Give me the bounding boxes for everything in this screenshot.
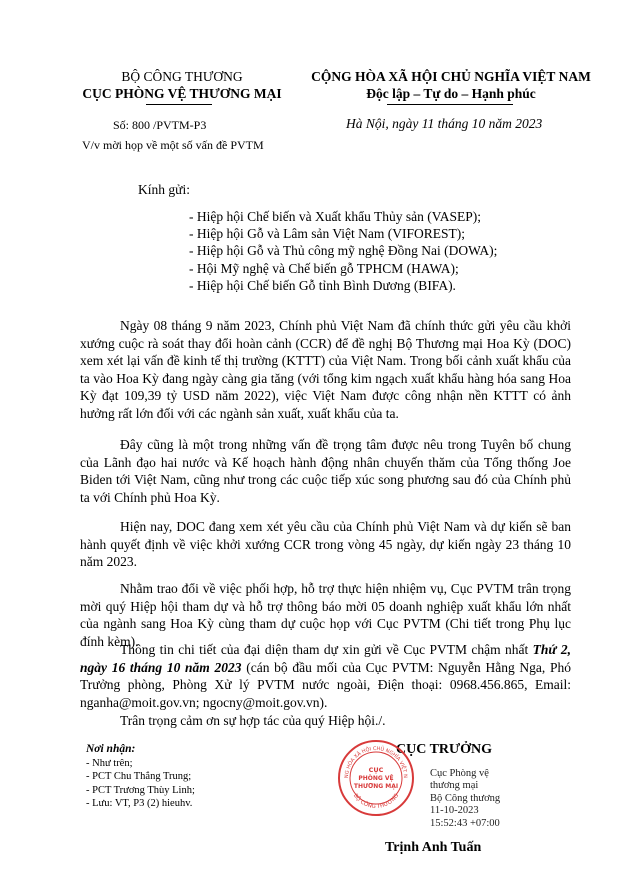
digital-signature-line: Cục Phòng vệ (430, 768, 489, 779)
paragraph-6: Trân trọng cảm ơn sự hợp tác của quý Hiệp hội./. (120, 713, 386, 728)
digital-signature-line: 11-10-2023 (430, 805, 479, 817)
stamp-center-line-2: PHÒNG VỆ (358, 775, 394, 782)
deadline-date: Thứ 2, ngày 16 tháng 10 năm 2023 (80, 642, 572, 675)
country-name: CỘNG HÒA XÃ HỘI CHỦ NGHĨA VIỆT NAM (311, 69, 591, 84)
recipients-footer (86, 743, 195, 811)
list-item: - Hiệp hội Chế biến và Xuất khẩu Thủy sản (VASEP); (189, 209, 481, 224)
header-right (296, 68, 606, 102)
signer-name: Trịnh Anh Tuấn (385, 840, 482, 855)
list-item: - Hiệp hội Gỗ và Lâm sản Việt Nam (VIFOREST); (189, 226, 466, 242)
list-item: - Hội Mỹ nghệ và Chế biến gỗ TPHCM (HAWA); (189, 260, 459, 276)
stamp-center-line-3: THƯƠNG MẠI (353, 783, 399, 790)
list-item: - Hiệp hội Chế biến Gỗ tỉnh Bình Dương (BIFA). (189, 277, 456, 293)
paragraph-3: Hiện nay, DOC đang xem xét yêu cầu của Chính phủ Việt Nam và dự kiến sẽ ban hành quyết định về việc khởi xướng CCR trong vòng 45 ngày, dự kiến ngày 23 tháng 10 năm 2023. (80, 519, 571, 570)
list-item: - PCT Chu Thắng Trung; (86, 771, 192, 783)
svg-text:BỘ CÔNG THƯƠNG (352, 793, 400, 810)
list-item: - PCT Trương Thùy Linh; (86, 784, 195, 796)
digital-signature-line: 15:52:43 +07:00 (430, 817, 500, 829)
recipient-list (189, 208, 497, 294)
ministry-name: BỘ CÔNG THƯƠNG (121, 69, 243, 84)
paragraph-5 (80, 641, 571, 711)
list-item: - Hiệp hội Gỗ và Thủ công mỹ nghệ Đồng Nai (DOWA); (189, 243, 498, 259)
document-subject: V/v mời họp về một số vấn đề PVTM (82, 138, 264, 152)
national-motto: Độc lập – Tự do – Hạnh phúc (366, 86, 536, 101)
official-stamp (336, 738, 416, 818)
recipients-footer-title: Nơi nhận: (86, 743, 136, 755)
digital-signature-line: Bộ Công thương (430, 792, 501, 804)
header-left (62, 68, 302, 102)
stamp-top-text: NG HÒA XÃ HỘI CHỦ NGHĨA VIỆT N (343, 745, 409, 779)
stamp-seal-icon (336, 738, 416, 818)
list-item: - Lưu: VT, P3 (2) hieuhv. (86, 798, 193, 810)
document-number: Số: 800 /PVTM-P3 (113, 118, 207, 132)
list-item: - Như trên; (86, 757, 133, 769)
signer-title: CỤC TRƯỞNG (396, 742, 493, 757)
date-line: Hà Nội, ngày 11 tháng 10 năm 2023 (346, 116, 543, 131)
department-name: CỤC PHÒNG VỆ THƯƠNG MẠI (82, 86, 282, 101)
header-right-underline (387, 104, 513, 105)
paragraph-1: Ngày 08 tháng 9 năm 2023, Chính phủ Việt Nam đã chính thức gửi yêu cầu khởi xướng cuộc rà soát thay đổi hoàn cảnh (CCR) để đề nghị Bộ Thương mại Hoa Kỳ (DOC) xem xét lại vấn đề kinh tế thị trường (KTTT) của Việt Nam. Trong bối cảnh xuất khẩu của ta vào Hoa Kỳ đang ngày càng gia tăng (với tổng kim ngạch xuất khẩu hàng hóa sang Hoa Kỳ đạt 109,39 tỷ USD năm 2022), việc Việt Nam được công nhận nền KTTT có ảnh hưởng rất lớn đối với các ngành sản xuất, xuất khẩu của ta. (80, 318, 571, 421)
stamp-center-line-1: CỤC (368, 766, 384, 774)
stamp-bottom-text: BỘ CÔNG THƯƠNG (351, 792, 401, 811)
digital-signature-line: thương mại (430, 780, 479, 792)
digital-signature-info (430, 768, 500, 830)
header-left-underline (146, 104, 212, 105)
paragraph-5-contact: (cán bộ đầu mối của Cục PVTM: Nguyễn Hằng Nga, Phó Trưởng phòng, Phòng Xử lý PVTM nước ngoài, Điện thoại: 0968.456.865, Email: nganha@moit.gov.vn; ngocny@moit.gov.vn). (80, 659, 571, 710)
salutation: Kính gửi: (138, 182, 190, 197)
paragraph-5-lead: Thông tin chi tiết của đại diện tham dự xin gửi về Cục PVTM chậm nhất (120, 642, 533, 657)
paragraph-2: Đây cũng là một trong những vấn đề trọng tâm được nêu trong Tuyên bố chung của Lãnh đạo hai nước và Kế hoạch hành động nhân chuyến thăm của Tổng thống Joe Biden tới Việt Nam, cũng như trong các cuộc tiếp xúc song phương sau đó của Chính phủ ta với Chính phủ Hoa Kỳ. (80, 437, 571, 505)
paragraph-4: Nhằm trao đổi về việc phối hợp, hỗ trợ thực hiện nhiệm vụ, Cục PVTM trân trọng mời quý Hiệp hội tham dự và hỗ trợ thông báo mời 05 doanh nghiệp xuất khẩu lớn nhất của ngành sang Hoa Kỳ cùng tham dự cuộc họp với Cục PVTM (Chi tiết trong Phụ lục đính kèm). (80, 581, 571, 649)
